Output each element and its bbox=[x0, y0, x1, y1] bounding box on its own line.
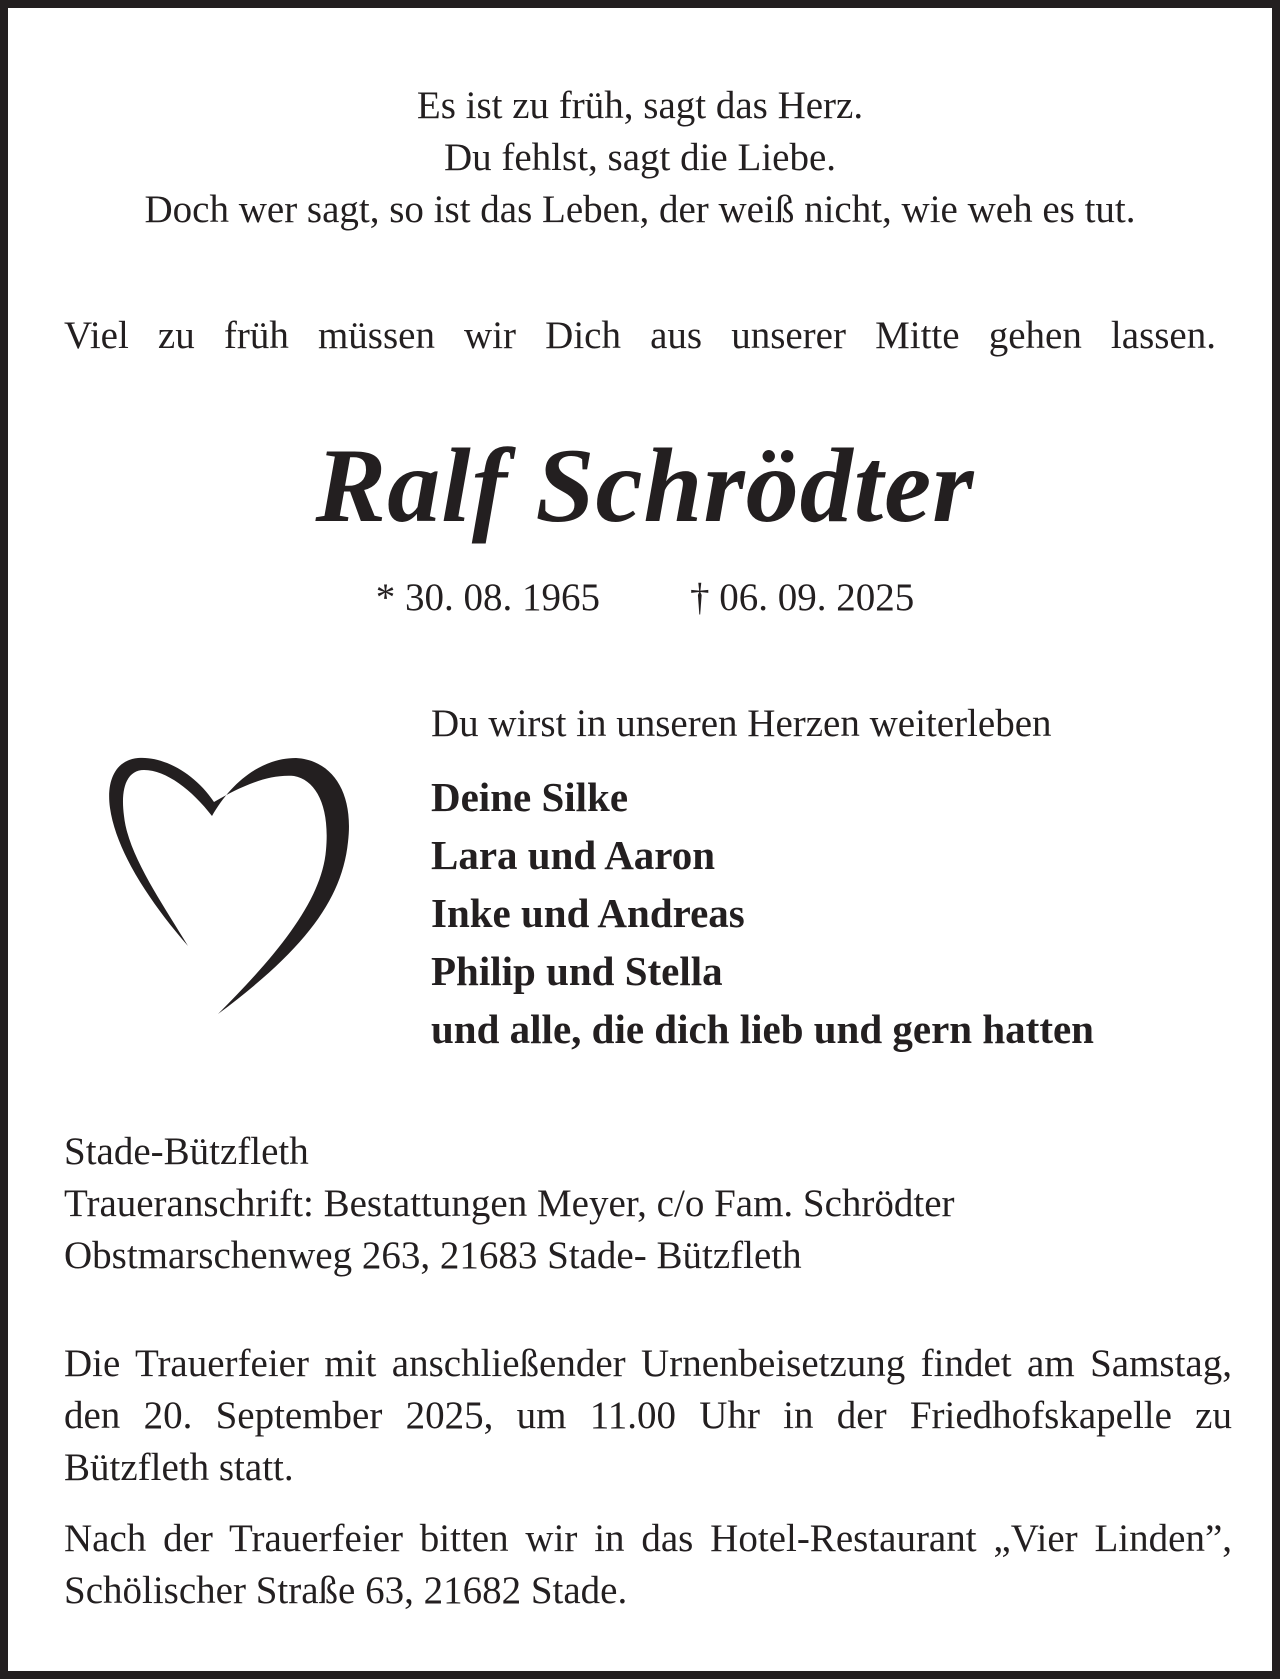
farewell-line: Du wirst in unseren Herzen weiterleben bbox=[431, 702, 1052, 745]
birth-date: * 30. 08. 1965 bbox=[375, 576, 600, 619]
signers-list bbox=[431, 768, 1094, 1058]
death-date: † 06. 09. 2025 bbox=[690, 576, 915, 619]
address-line: Stade-Bützfleth bbox=[64, 1130, 309, 1173]
signer: Lara und Aaron bbox=[431, 832, 716, 878]
signer: Philip und Stella bbox=[431, 948, 723, 994]
mourning-address bbox=[64, 1126, 955, 1282]
reception-paragraph: Nach der Trauerfeier bitten wir in das Hotel-Restaurant „Vier Linden”, Schölischer Straße 63, 21682 Stade. bbox=[64, 1517, 1232, 1612]
signer: Inke und Andreas bbox=[431, 890, 745, 936]
poem-line: Doch wer sagt, so ist das Leben, der weiß nicht, wie weh es tut. bbox=[144, 188, 1136, 231]
address-line: Traueranschrift: Bestattungen Meyer, c/o Fam. Schrödter bbox=[64, 1182, 955, 1225]
life-dates bbox=[8, 572, 1272, 624]
poem-line: Es ist zu früh, sagt das Herz. bbox=[416, 84, 864, 127]
heart-icon bbox=[108, 750, 353, 1014]
deceased-name: Ralf Schrödter bbox=[315, 427, 975, 544]
address-line: Obstmarschenweg 263, 21683 Stade- Bützfleth bbox=[64, 1234, 802, 1277]
poem bbox=[38, 80, 1242, 236]
poem-line: Du fehlst, sagt die Liebe. bbox=[443, 136, 837, 179]
lead-sentence: Viel zu früh müssen wir Dich aus unserer Mitte gehen lassen. bbox=[64, 314, 1216, 357]
ceremony-paragraph: Die Trauerfeier mit anschließender Urnenbeisetzung findet am Samstag, den 20. September 2025, um 11.00 Uhr in der Friedhofskapelle zu Bützfleth statt. bbox=[64, 1342, 1232, 1489]
signer: und alle, die dich lieb und gern hatten bbox=[431, 1006, 1094, 1052]
signer: Deine Silke bbox=[431, 774, 629, 820]
